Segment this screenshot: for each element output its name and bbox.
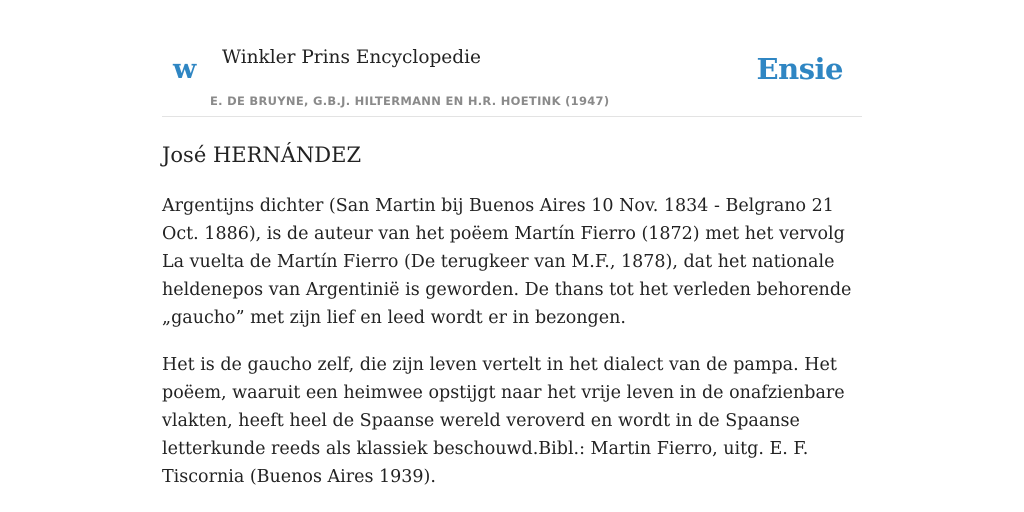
source-authors: E. DE BRUYNE, G.B.J. HILTERMANN EN H.R. HOETINK (1947) xyxy=(210,94,610,108)
source-title-link[interactable]: Winkler Prins Encyclopedie xyxy=(222,47,481,68)
source-header xyxy=(162,0,862,117)
article-paragraph: Het is de gaucho zelf, die zijn leven vertelt in het dialect van de pampa. Het poëem, waaruit een heimwee opstijgt naar het vrije leven in de onafzienbare vlakten, heeft heel de Spaanse wereld veroverd en wordt in de Spaanse letterkunde reeds als klassiek beschouwd.Bibl.: Martin Fierro, uitg. E. F. Tiscornia (Buenos Aires 1939). xyxy=(162,355,845,487)
ensie-logo[interactable]: Ensie xyxy=(756,52,843,86)
article-paragraph: Argentijns dichter (San Martin bij Buenos Aires 10 Nov. 1834 - Belgrano 21 Oct. 1886), is de auteur van het poëem Martín Fierro (1872) met het vervolg La vuelta de Martín Fierro (De terugkeer van M.F., 1878), dat het nationale heldenepos van Argentinië is geworden. De thans tot het verleden behorende „gaucho” met zijn lief en leed wordt er in bezongen. xyxy=(162,196,852,328)
article-title: José HERNÁNDEZ xyxy=(162,143,362,167)
source-logo-icon[interactable]: w xyxy=(173,54,197,85)
article xyxy=(162,138,862,491)
